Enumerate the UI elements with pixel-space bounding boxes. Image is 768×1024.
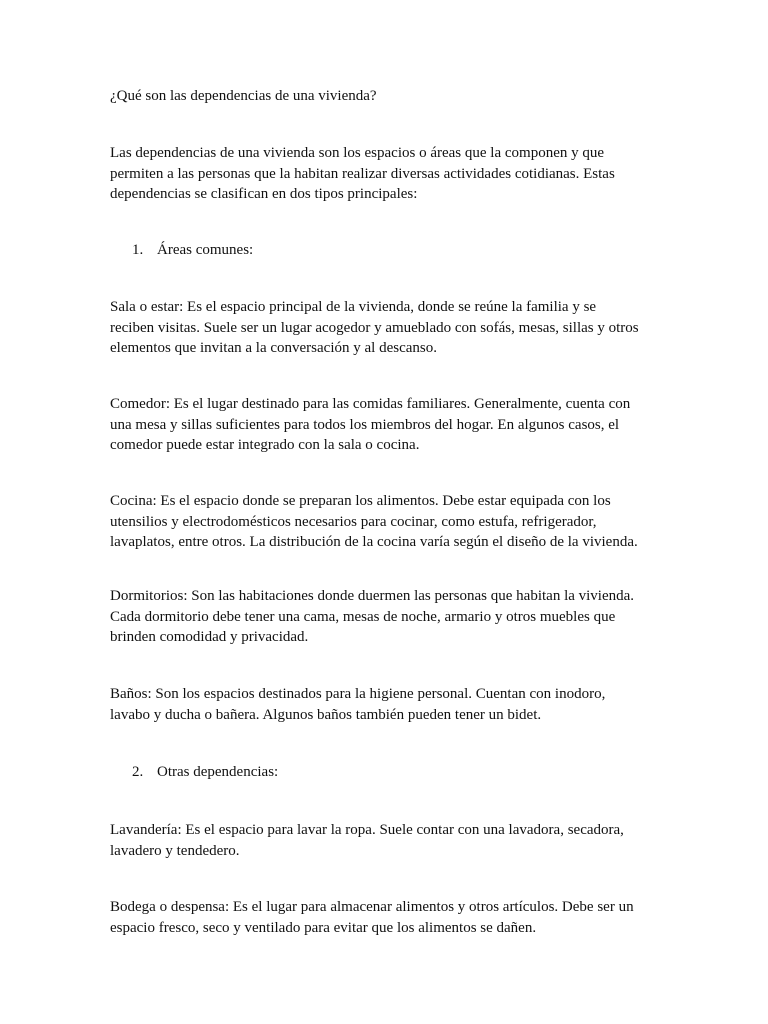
paragraph-line: lavaplatos, entre otros. La distribución de la cocina varía según el diseño de la vivienda. — [110, 534, 638, 550]
paragraph-line: Bodega o despensa: Es el lugar para almacenar alimentos y otros artículos. Debe ser un — [110, 899, 634, 915]
paragraph-line: elementos que invitan a la conversación y al descanso. — [110, 340, 437, 356]
paragraph-line: Cada dormitorio debe tener una cama, mesas de noche, armario y otros muebles que — [110, 608, 616, 625]
paragraph-line: brinden comodidad y privacidad. — [110, 629, 309, 645]
paragraph-line: lavabo y ducha o bañera. Algunos baños también pueden tener un bidet. — [110, 706, 542, 723]
paragraph-line: Baños: Son los espacios destinados para la higiene personal. Cuentan con inodoro, — [110, 686, 606, 702]
paragraph-lavanderia — [110, 820, 670, 861]
paragraph-dormitorios — [110, 586, 670, 648]
list-number: 2. — [132, 764, 144, 780]
paragraph-line: una mesa y sillas suficientes para todos los miembros del hogar. En algunos casos, el — [110, 416, 620, 433]
document-title — [110, 86, 670, 107]
title-line: ¿Qué son las dependencias de una vivienda? — [110, 88, 377, 104]
paragraph-line: reciben visitas. Suele ser un lugar acogedor y amueblado con sofás, mesas, sillas y otros — [110, 319, 639, 336]
paragraph-line: Lavandería: Es el espacio para lavar la ropa. Suele contar con una lavadora, secadora, — [110, 822, 624, 838]
paragraph-line: Cocina: Es el espacio donde se preparan los alimentos. Debe estar equipada con los — [110, 493, 611, 509]
paragraph-line: Sala o estar: Es el espacio principal de la vivienda, donde se reúne la familia y se — [110, 299, 597, 315]
paragraph-line: utensilios y electrodomésticos necesarios para cocinar, como estufa, refrigerador, — [110, 513, 597, 530]
paragraph-line: Las dependencias de una vivienda son los espacios o áreas que la componen y que — [110, 145, 605, 161]
paragraph-line: lavadero y tendedero. — [110, 842, 240, 859]
paragraph-cocina — [110, 491, 670, 553]
list-number: 1. — [132, 242, 144, 258]
paragraph-line: espacio fresco, seco y ventilado para evitar que los alimentos se dañen. — [110, 919, 537, 936]
paragraph-line: permiten a las personas que la habitan realizar diversas actividades cotidianas. Estas — [110, 165, 615, 182]
paragraph-line: Dormitorios: Son las habitaciones donde duermen las personas que habitan la vivienda. — [110, 588, 635, 604]
paragraph-line: Comedor: Es el lugar destinado para las comidas familiares. Generalmente, cuenta con — [110, 396, 631, 412]
list-label: Otras dependencias: — [157, 764, 279, 780]
paragraph-line: comedor puede estar integrado con la sala o cocina. — [110, 437, 420, 453]
intro-paragraph — [110, 143, 670, 205]
paragraph-banos — [110, 684, 670, 725]
paragraph-line: dependencias se clasifican en dos tipos principales: — [110, 186, 418, 202]
paragraph-sala — [110, 297, 670, 359]
list-label: Áreas comunes: — [157, 242, 254, 258]
paragraph-bodega — [110, 897, 670, 938]
paragraph-comedor — [110, 394, 670, 456]
